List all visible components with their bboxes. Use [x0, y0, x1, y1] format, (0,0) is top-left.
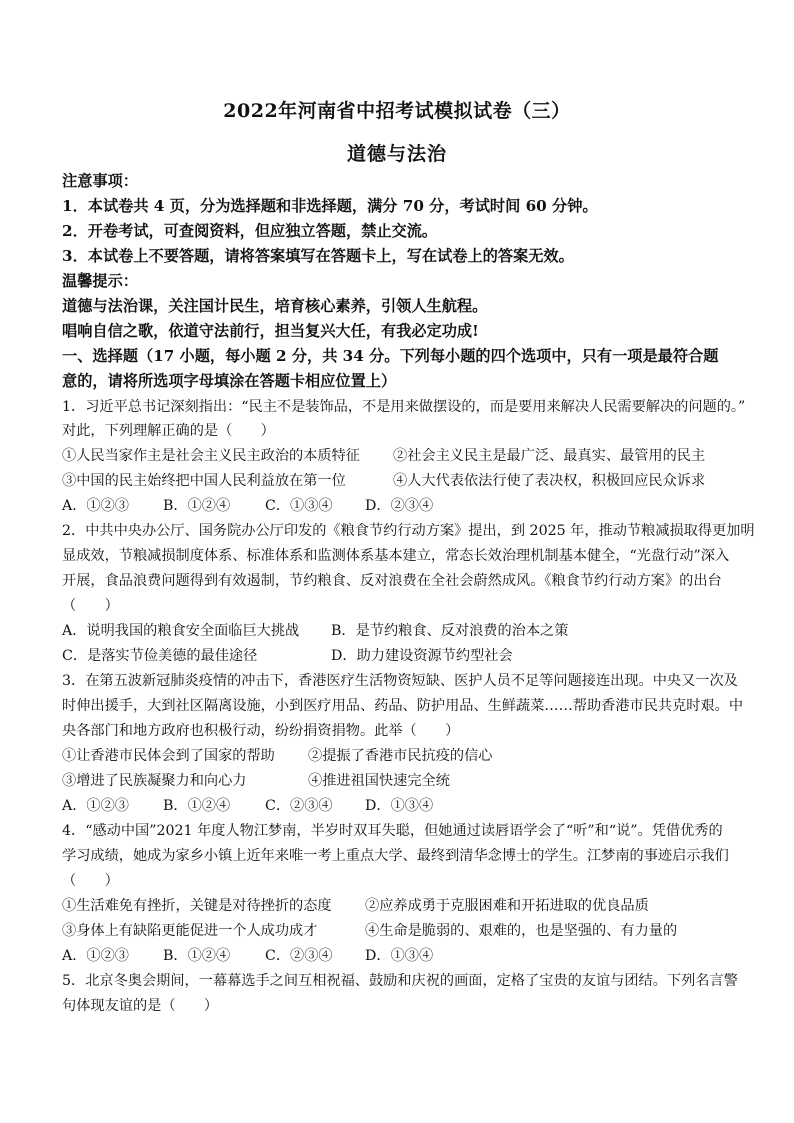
question-4-stem: 学习成绩，她成为家乡小镇上近年来唯一考上重点大学、最终到清华念博士的学生。江梦南的事迹启示我们	[62, 848, 729, 864]
question-3-stem: 时伸出援手，大到社区隔离设施，小到医疗用品、药品、防护用品、生鲜蔬菜……帮助香港市民共克时艰。中	[62, 698, 744, 714]
option-d: D．①③④	[365, 798, 434, 814]
notice-item: 1．本试卷共 4 页，分为选择题和非选择题，满分 70 分，考试时间 60 分钟。	[62, 197, 598, 215]
question-4-stem: （ ）	[62, 873, 119, 889]
statement-3: ③增进了民族凝聚力和向心力	[62, 773, 247, 789]
statement-1: ①生活难免有挫折，关键是对待挫折的态度	[62, 898, 332, 914]
option-b: B．①②④	[163, 498, 231, 514]
option-c: C．②③④	[265, 948, 333, 964]
tips-heading: 温馨提示：	[62, 272, 138, 290]
option-b: B．①②④	[163, 798, 231, 814]
section-heading: 一、选择题（17 小题，每小题 2 分，共 34 分。下列每小题的四个选项中，只有一项是最符合题	[62, 347, 719, 365]
question-1-stem: 1．习近平总书记深刻指出：“民主不是装饰品，不是用来做摆设的，而是要用来解决人民需要解决的问题的。”	[62, 399, 746, 415]
question-3-stem: 3．在第五波新冠肺炎疫情的冲击下，香港医疗生活物资短缺、医护人员不足等问题接连出现。中央又一次及	[62, 673, 738, 689]
statement-4: ④人大代表依法行使了表决权，积极回应民众诉求	[393, 473, 706, 489]
option-b: B．是节约粮食、反对浪费的治本之策	[331, 623, 569, 639]
question-4-stem: 4．“感动中国”2021 年度人物江梦南，半岁时双耳失聪，但她通过读唇语学会了“听”和“说”。凭借优秀的	[62, 823, 723, 839]
option-c: C．①③④	[265, 498, 333, 514]
option-c: C．②③④	[265, 798, 333, 814]
notice-heading: 注意事项：	[62, 172, 138, 190]
option-d: D．②③④	[365, 498, 434, 514]
subject-title: 道德与法治	[346, 143, 447, 165]
exam-title: 2022年河南省中招考试模拟试卷（三）	[223, 100, 571, 122]
notice-item: 3．本试卷上不要答题，请将答案填写在答题卡上，写在试卷上的答案无效。	[62, 247, 574, 265]
statement-1: ①让香港市民体会到了国家的帮助	[62, 748, 275, 764]
question-1-stem: 对此，下列理解正确的是（ ）	[62, 423, 275, 439]
option-d: D．助力建设资源节约型社会	[331, 648, 513, 664]
question-5-stem: 句体现友谊的是（ ）	[62, 998, 219, 1014]
statement-3: ③中国的民主始终把中国人民利益放在第一位	[62, 473, 346, 489]
statement-1: ①人民当家作主是社会主义民主政治的本质特征	[62, 448, 360, 464]
question-5-stem: 5．北京冬奥会期间，一幕幕选手之间互相祝福、鼓励和庆祝的画面，定格了宝贵的友谊与团结。下列名言警	[62, 973, 738, 989]
section-heading-cont: 意的，请将所选项字母填涂在答题卡相应位置上）	[62, 372, 397, 390]
tips-line: 道德与法治课，关注国计民生，培育核心素养，引领人生航程。	[62, 297, 488, 315]
option-a: A．①②③	[62, 498, 129, 514]
question-2-stem: 显成效，节粮减损制度体系、标准体系和监测体系基本建立，常态长效治理机制基本健全，“光盘行动”深入	[62, 548, 730, 564]
option-d: D．①③④	[365, 948, 434, 964]
question-2-stem: 开展，食品浪费问题得到有效遏制，节约粮食、反对浪费在全社会蔚然成风。《粮食节约行动方案》的出台	[62, 573, 722, 589]
option-a: A．①②③	[62, 798, 129, 814]
statement-2: ②应养成勇于克服困难和开拓进取的优良品质	[365, 898, 649, 914]
tips-line: 唱响自信之歌，依道守法前行，担当复兴大任，有我必定功成!	[62, 322, 479, 340]
option-a: A．①②③	[62, 948, 129, 964]
notice-item: 2．开卷考试，可查阅资料，但应独立答题，禁止交流。	[62, 222, 438, 240]
question-2-stem: （ ）	[62, 598, 119, 614]
option-b: B．①②④	[163, 948, 231, 964]
question-3-stem: 央各部门和地方政府也积极行动，纷纷捐资捐物。此举（ ）	[62, 723, 460, 739]
option-c: C．是落实节俭美德的最佳途径	[62, 648, 258, 664]
question-2-stem: 2．中共中央办公厅、国务院办公厅印发的《粮食节约行动方案》提出，到 2025 年，推动节粮减损取得更加明	[62, 523, 755, 539]
option-a: A．说明我国的粮食安全面临巨大挑战	[62, 623, 300, 639]
statement-2: ②社会主义民主是最广泛、最真实、最管用的民主	[393, 448, 706, 464]
statement-4: ④生命是脆弱的、艰难的，也是坚强的、有力量的	[365, 923, 678, 939]
statement-2: ②提振了香港市民抗疫的信心	[308, 748, 493, 764]
statement-4: ④推进祖国快速完全统	[308, 773, 450, 789]
statement-3: ③身体上有缺陷更能促进一个人成功成才	[62, 923, 318, 939]
